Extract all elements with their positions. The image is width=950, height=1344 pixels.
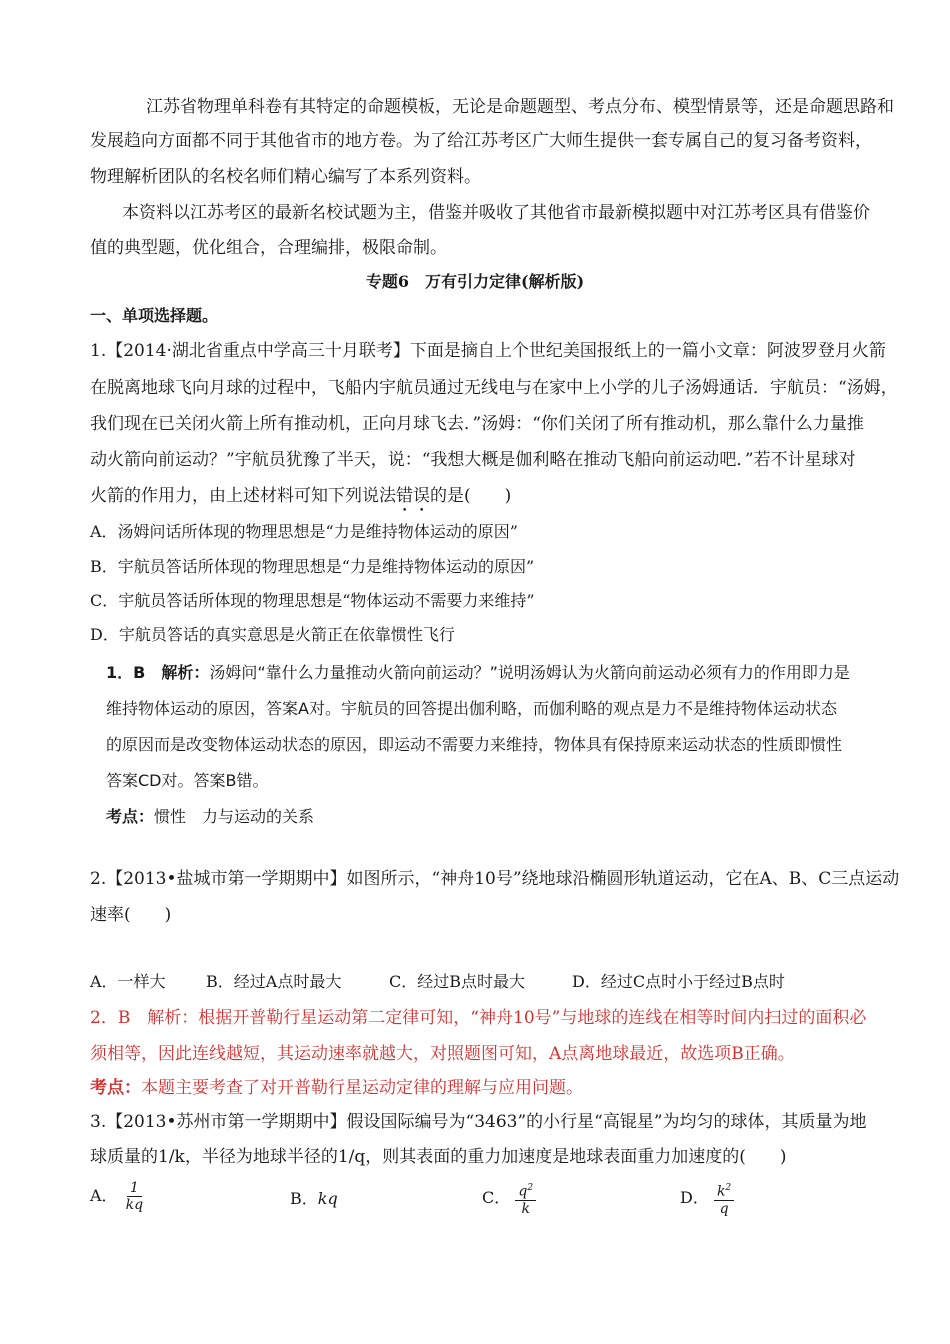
q1-stem-line-5 xyxy=(90,481,511,516)
q1-emphasis-word: 错误 xyxy=(396,486,430,506)
q3-option-a xyxy=(90,1180,146,1213)
q3-stem-line-1: 3.【2013•苏州市第一学期期中】假设国际编号为“3463”的小行星“高锟星”为均匀的球体，其质量为地 xyxy=(90,1112,867,1132)
q1-key-point-label: 考点： xyxy=(106,807,155,826)
q2-option-a: A．一样大 xyxy=(90,972,166,991)
q1-stem-line-2: 在脱离地球飞向月球的过程中，飞船内宇航员通过无线电与在家中上小学的儿子汤姆通话．宇航员：“汤姆， xyxy=(90,378,898,398)
q3-option-b-value: kq xyxy=(317,1189,338,1208)
q1-key-point-text: 惯性 力与运动的关系 xyxy=(154,807,315,826)
q2-key-point xyxy=(90,1073,583,1098)
q2-stem-line-1: 2.【2013•盐城市第一学期期中】如图所示，“神舟10号”绕地球沿椭圆形轨道运动，它在A、B、C三点运动 xyxy=(90,869,900,889)
intro-paragraph-2-line-1: 本资料以江苏考区的最新名校试题为主，借鉴并吸收了其他省市最新模拟题中对江苏考区具有借鉴价 xyxy=(122,203,870,223)
q3-option-d-exponent: 2 xyxy=(725,1183,732,1193)
intro-paragraph-1-line-1: 江苏省物理单科卷有其特定的命题模板，无论是命题题型、考点分布、模型情景等，还是命题思路和 xyxy=(146,97,894,117)
q1-answer-line-2: 维持物体运动的原因，答案A对。宇航员的回答提出伽利略，而伽利略的观点是力不是维持物体运动状态 xyxy=(106,699,837,718)
q3-stem-line-2: 球质量的1/k，半径为地球半径的1/q，则其表面的重力加速度是地球表面重力加速度的( ) xyxy=(90,1147,787,1167)
intro-paragraph-2-line-2: 值的典型题，优化组合，合理编排，极限命制。 xyxy=(90,238,447,258)
q2-key-point-label: 考点： xyxy=(90,1078,141,1098)
q3-option-d xyxy=(680,1180,734,1217)
page-title: 专题6 万有引力定律(解析版) xyxy=(365,272,585,291)
q3-option-d-numerator-base: k xyxy=(716,1183,726,1200)
section-heading: 一、单项选择题。 xyxy=(90,306,219,325)
q2-answer-line-1: 2．B 解析：根据开普勒行星运动第二定律可知，“神舟10号”与地球的连线在相等时间内扫过的面积必 xyxy=(90,1008,867,1028)
intro-paragraph-1-line-3: 物理解析团队的名校名师们精心编写了本系列资料。 xyxy=(90,167,481,187)
q3-option-c-exponent: 2 xyxy=(527,1183,534,1193)
q3-option-d-numerator xyxy=(714,1180,734,1201)
q1-stem-line-3: 我们现在已关闭火箭上所有推动机，正向月球飞去．”汤姆：“你们关闭了所有推动机，那么靠什么力量推 xyxy=(90,414,864,434)
q1-key-point xyxy=(106,804,314,827)
q3-option-c-numerator-base: q xyxy=(518,1183,528,1200)
q3-option-b-label: B． xyxy=(290,1189,318,1208)
q1-answer-line-1 xyxy=(106,660,850,683)
q2-option-b: B．经过A点时最大 xyxy=(206,972,342,991)
q1-answer-line-4: 答案CD对。答案B错。 xyxy=(106,771,269,790)
q3-option-c xyxy=(482,1180,536,1217)
q1-stem-line-5-suffix: 的是( ) xyxy=(430,486,512,506)
q1-option-b: B．宇航员答话所体现的物理思想是“力是维持物体运动的原因” xyxy=(90,557,535,576)
q3-option-c-denominator: k xyxy=(521,1200,530,1217)
q1-stem-line-4: 动火箭向前运动？”宇航员犹豫了半天，说：“我想大概是伽利略在推动飞船向前运动吧．”若不计星球对 xyxy=(90,450,856,470)
q3-option-c-fraction xyxy=(515,1180,536,1217)
q3-option-d-denominator: q xyxy=(719,1200,729,1217)
q1-answer-head: 1．B 解析： xyxy=(106,663,210,682)
q2-stem-line-2: 速率( ) xyxy=(90,905,172,925)
q2-option-d: D．经过C点时小于经过B点时 xyxy=(572,972,785,991)
q3-option-a-label: A． xyxy=(90,1186,118,1205)
q3-option-a-denominator: kq xyxy=(125,1197,144,1213)
q3-option-a-numerator: 1 xyxy=(127,1180,142,1197)
q1-answer-line-3: 的原因而是改变物体运动状态的原因，即运动不需要力来维持，物体具有保持原来运动状态的性质即惯性 xyxy=(106,735,843,754)
q1-option-d: D．宇航员答话的真实意思是火箭正在依靠惯性飞行 xyxy=(90,625,455,644)
q3-option-d-fraction xyxy=(714,1180,734,1217)
q3-option-c-numerator xyxy=(515,1180,536,1201)
q3-option-d-label: D． xyxy=(680,1187,709,1207)
q1-option-a: A．汤姆问话所体现的物理思想是“力是维持物体运动的原因” xyxy=(90,522,518,541)
q1-answer-text-1: 汤姆问“靠什么力量推动火箭向前运动？”说明汤姆认为火箭向前运动必须有力的作用即力是 xyxy=(209,663,850,682)
q2-key-point-text: 本题主要考查了对开普勒行星运动定律的理解与应用问题。 xyxy=(141,1078,583,1098)
q3-option-c-label: C． xyxy=(482,1187,511,1207)
intro-paragraph-1-line-2: 发展趋向方面都不同于其他省市的地方卷。为了给江苏考区广大师生提供一套专属自己的复习备考资料， xyxy=(90,131,872,151)
q2-option-c: C．经过B点时最大 xyxy=(389,972,526,991)
q1-stem-line-5-prefix: 火箭的作用力，由上述材料可知下列说法 xyxy=(90,486,396,506)
q1-option-c: C．宇航员答话所体现的物理思想是“物体运动不需要力来维持” xyxy=(90,591,535,610)
q1-stem-line-1: 1.【2014·湖北省重点中学高三十月联考】下面是摘自上个世纪美国报纸上的一篇小文章：阿波罗登月火箭 xyxy=(90,341,886,361)
q3-option-b xyxy=(290,1186,338,1209)
q2-answer-line-2: 须相等，因此连线越短，其运动速率就越大，对照题图可知，A点离地球最近，故选项B正确。 xyxy=(90,1044,795,1064)
q3-option-a-fraction xyxy=(123,1180,146,1213)
